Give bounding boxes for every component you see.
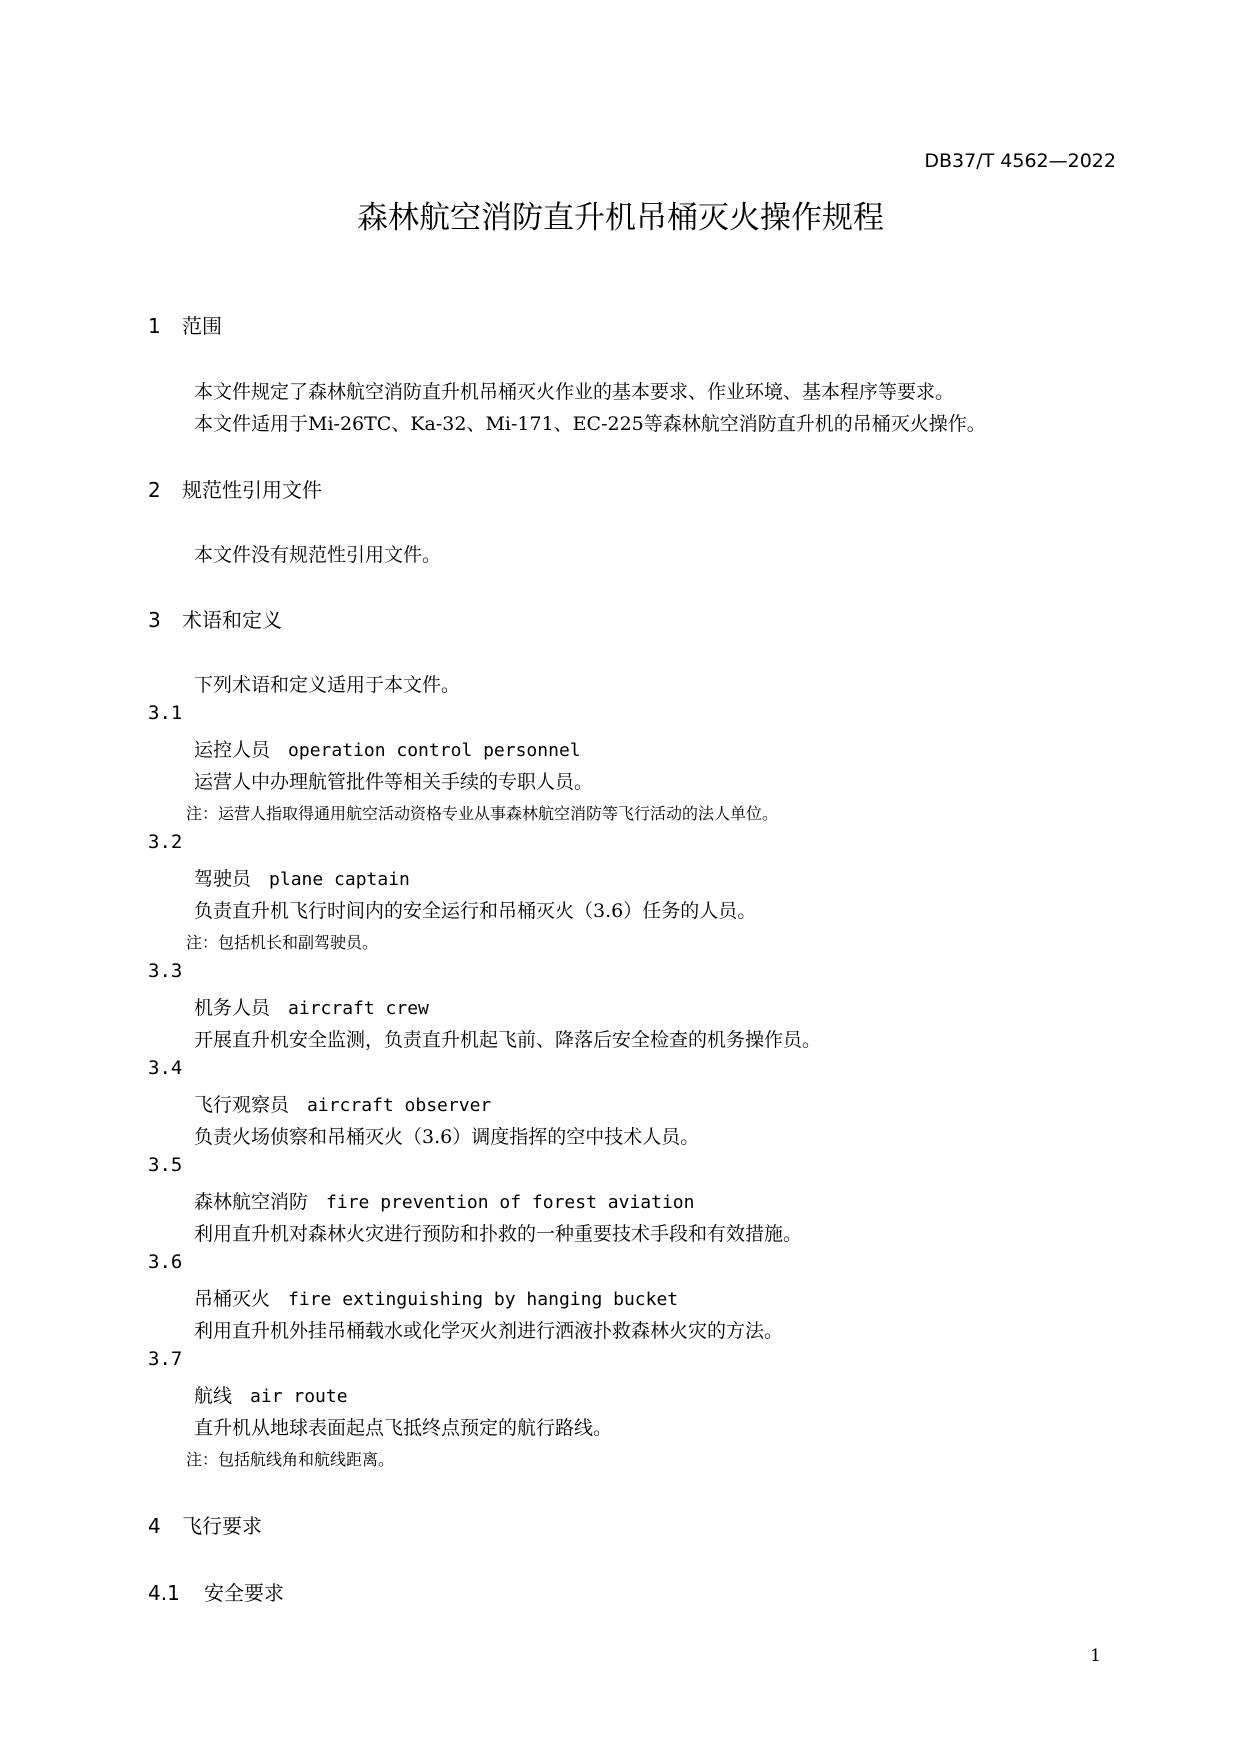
paragraph: 本文件适用于Mi-26TC、Ka-32、Mi-171、EC-225等森林航空消防直升机的吊桶灭火操作。 [194,413,986,435]
document-title: 森林航空消防直升机吊桶灭火操作规程 [357,200,884,236]
subsection-number: 4.1 [148,1581,180,1605]
term-zh: 运控人员 [194,739,271,761]
term-note [186,930,378,953]
note-label: 注： [186,933,219,952]
term-heading [194,1381,348,1408]
section-3-heading [148,604,282,633]
term-definition: 负责直升机飞行时间内的安全运行和吊桶灭火（3.6）任务的人员。 [194,900,757,922]
term-heading [194,1187,694,1214]
term-note [186,1447,394,1470]
term-zh: 森林航空消防 [194,1191,309,1213]
section-number: 4 [148,1514,161,1538]
section-title: 规范性引用文件 [182,478,322,502]
note-label: 注： [186,1450,219,1469]
note-text: 运营人指取得通用航空活动资格专业从事森林航空消防等飞行活动的法人单位。 [218,804,779,823]
term-definition: 运营人中办理航管批件等相关手续的专职人员。 [194,771,594,793]
term-number: 3.2 [148,831,183,853]
term-en: air route [250,1386,348,1407]
term-note [186,801,778,824]
term-zh: 机务人员 [194,997,271,1019]
term-en: aircraft crew [288,998,429,1019]
document-number: DB37/T 4562—2022 [924,150,1116,172]
term-zh: 航线 [194,1385,233,1407]
term-definition: 开展直升机安全监测，负责直升机起飞前、降落后安全检查的机务操作员。 [194,1029,822,1051]
section-title: 飞行要求 [182,1514,262,1538]
section-4-heading [148,1510,262,1539]
term-number: 3.5 [148,1154,183,1176]
term-zh: 驾驶员 [194,868,252,890]
note-text: 包括机长和副驾驶员。 [218,933,379,952]
term-en: fire prevention of forest aviation [326,1192,695,1213]
page-number: 1 [1090,1646,1101,1666]
subsection-4-1-heading [148,1577,284,1606]
term-zh: 吊桶灭火 [194,1288,271,1310]
term-definition: 负责火场侦察和吊桶灭火（3.6）调度指挥的空中技术人员。 [194,1126,700,1148]
section-2-heading [148,474,322,503]
term-heading [194,864,410,891]
term-definition: 直升机从地球表面起点飞抵终点预定的航行路线。 [194,1417,613,1439]
term-number: 3.4 [148,1057,183,1079]
term-en: plane captain [269,869,410,890]
term-en: aircraft observer [307,1095,492,1116]
term-number: 3.3 [148,960,183,982]
term-en: fire extinguishing by hanging bucket [288,1289,679,1310]
term-number: 3.1 [148,702,183,724]
paragraph: 下列术语和定义适用于本文件。 [194,674,461,696]
section-title: 术语和定义 [182,608,282,632]
paragraph: 本文件没有规范性引用文件。 [194,544,442,566]
term-definition: 利用直升机对森林火灾进行预防和扑救的一种重要技术手段和有效措施。 [194,1223,803,1245]
note-label: 注： [186,804,219,823]
section-number: 1 [148,314,161,338]
term-number: 3.6 [148,1251,183,1273]
section-number: 2 [148,478,161,502]
subsection-title: 安全要求 [204,1581,284,1605]
term-heading [194,1090,491,1117]
note-text: 包括航线角和航线距离。 [218,1450,395,1469]
term-heading [194,1284,678,1311]
term-en: operation control personnel [288,740,581,761]
term-heading [194,993,429,1020]
paragraph: 本文件规定了森林航空消防直升机吊桶灭火作业的基本要求、作业环境、基本程序等要求。 [194,381,955,403]
term-number: 3.7 [148,1348,183,1370]
term-heading [194,735,581,762]
section-title: 范围 [182,314,222,338]
section-1-heading [148,310,222,339]
term-definition: 利用直升机外挂吊桶载水或化学灭火剂进行洒液扑救森林火灾的方法。 [194,1320,784,1342]
section-number: 3 [148,608,161,632]
term-zh: 飞行观察员 [194,1094,290,1116]
